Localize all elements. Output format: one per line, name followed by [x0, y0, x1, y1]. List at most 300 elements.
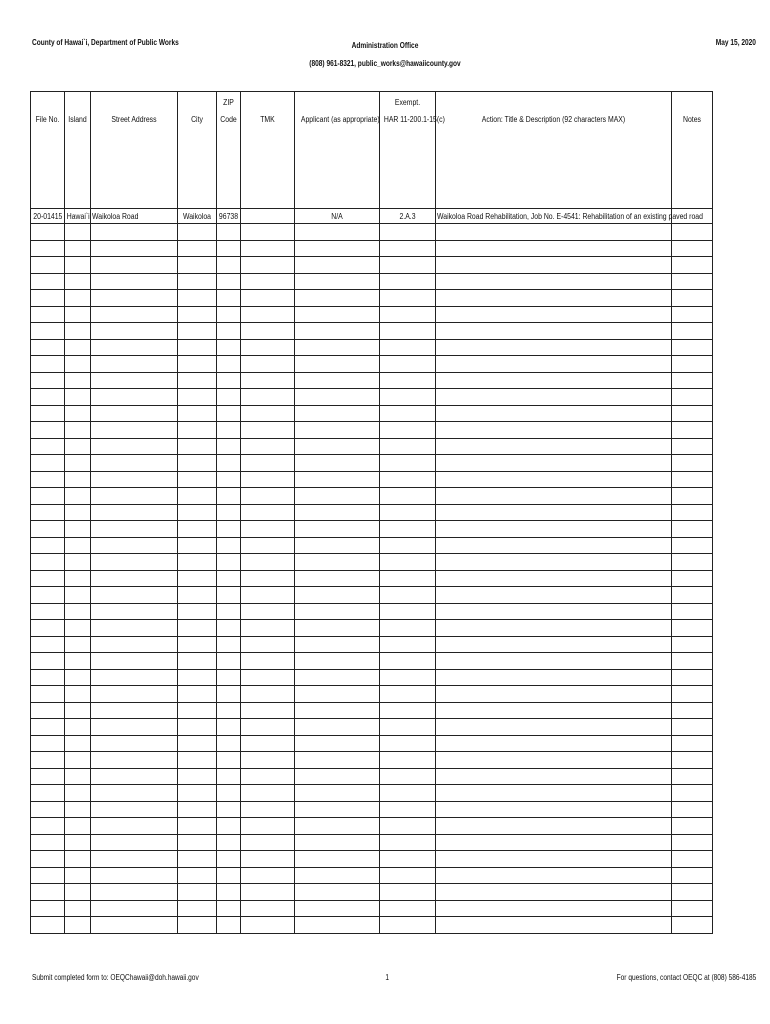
empty-cell — [31, 570, 65, 587]
empty-cell — [672, 653, 713, 670]
empty-cell — [295, 405, 380, 422]
empty-cell — [65, 719, 91, 736]
empty-cell — [31, 339, 65, 356]
empty-cell — [380, 686, 436, 703]
empty-cell — [217, 785, 241, 802]
empty-cell — [217, 273, 241, 290]
empty-cell — [31, 735, 65, 752]
empty-cell — [178, 537, 217, 554]
empty-cell — [91, 290, 178, 307]
empty-row — [31, 290, 713, 307]
empty-cell — [31, 356, 65, 373]
empty-cell — [295, 257, 380, 274]
empty-cell — [380, 488, 436, 505]
empty-row — [31, 818, 713, 835]
empty-cell — [178, 851, 217, 868]
empty-row — [31, 834, 713, 851]
empty-cell — [178, 884, 217, 901]
empty-cell — [65, 752, 91, 769]
empty-cell — [672, 240, 713, 257]
empty-cell — [91, 455, 178, 472]
empty-cell — [436, 686, 672, 703]
empty-cell — [241, 339, 295, 356]
empty-cell — [380, 455, 436, 472]
empty-cell — [295, 224, 380, 241]
empty-cell — [672, 372, 713, 389]
empty-row — [31, 422, 713, 439]
empty-row — [31, 356, 713, 373]
cell-action: Waikoloa Road Rehabilitation, Job No. E-4541: Rehabilitation of an existing paved road — [436, 209, 672, 224]
empty-row — [31, 752, 713, 769]
empty-cell — [91, 587, 178, 604]
empty-cell — [31, 389, 65, 406]
empty-cell — [91, 372, 178, 389]
empty-cell — [31, 438, 65, 455]
empty-cell — [672, 224, 713, 241]
empty-cell — [380, 273, 436, 290]
report-date: May 15, 2020 — [715, 38, 756, 47]
empty-row — [31, 801, 713, 818]
empty-cell — [217, 405, 241, 422]
empty-cell — [31, 455, 65, 472]
empty-cell — [91, 818, 178, 835]
empty-cell — [91, 917, 178, 934]
empty-cell — [436, 570, 672, 587]
empty-row — [31, 389, 713, 406]
empty-cell — [241, 900, 295, 917]
empty-cell — [672, 884, 713, 901]
empty-cell — [295, 653, 380, 670]
empty-cell — [380, 240, 436, 257]
empty-cell — [672, 801, 713, 818]
empty-cell — [91, 686, 178, 703]
empty-cell — [91, 620, 178, 637]
empty-cell — [436, 834, 672, 851]
empty-row — [31, 455, 713, 472]
empty-cell — [31, 636, 65, 653]
empty-cell — [295, 438, 380, 455]
empty-cell — [65, 455, 91, 472]
empty-cell — [295, 273, 380, 290]
cell-file-no: 20-01415 — [31, 209, 65, 224]
empty-cell — [91, 537, 178, 554]
empty-cell — [295, 422, 380, 439]
empty-cell — [31, 702, 65, 719]
empty-cell — [436, 785, 672, 802]
empty-cell — [672, 702, 713, 719]
empty-cell — [217, 257, 241, 274]
empty-cell — [241, 768, 295, 785]
empty-cell — [241, 257, 295, 274]
empty-cell — [295, 306, 380, 323]
empty-cell — [31, 818, 65, 835]
empty-cell — [241, 636, 295, 653]
empty-cell — [31, 240, 65, 257]
empty-cell — [91, 339, 178, 356]
empty-cell — [436, 818, 672, 835]
empty-cell — [31, 851, 65, 868]
empty-cell — [436, 290, 672, 307]
empty-row — [31, 488, 713, 505]
empty-cell — [295, 719, 380, 736]
empty-cell — [217, 389, 241, 406]
empty-cell — [31, 504, 65, 521]
empty-cell — [672, 554, 713, 571]
empty-cell — [178, 471, 217, 488]
empty-cell — [295, 917, 380, 934]
empty-cell — [31, 686, 65, 703]
empty-cell — [91, 356, 178, 373]
empty-cell — [380, 801, 436, 818]
empty-cell — [672, 438, 713, 455]
empty-cell — [217, 900, 241, 917]
empty-row — [31, 735, 713, 752]
empty-cell — [672, 405, 713, 422]
cell-zip: 96738 — [217, 209, 241, 224]
empty-cell — [380, 290, 436, 307]
empty-cell — [295, 900, 380, 917]
empty-cell — [295, 290, 380, 307]
empty-cell — [241, 570, 295, 587]
empty-cell — [295, 504, 380, 521]
empty-cell — [436, 224, 672, 241]
empty-row — [31, 587, 713, 604]
empty-cell — [436, 471, 672, 488]
empty-cell — [672, 620, 713, 637]
empty-cell — [380, 636, 436, 653]
empty-row — [31, 768, 713, 785]
empty-cell — [31, 372, 65, 389]
table-row — [31, 209, 713, 224]
empty-cell — [91, 801, 178, 818]
empty-cell — [672, 521, 713, 538]
header-row — [31, 92, 713, 209]
empty-cell — [295, 801, 380, 818]
empty-row — [31, 603, 713, 620]
empty-cell — [380, 669, 436, 686]
empty-cell — [91, 719, 178, 736]
empty-cell — [91, 257, 178, 274]
empty-cell — [178, 570, 217, 587]
empty-cell — [436, 653, 672, 670]
empty-cell — [295, 587, 380, 604]
empty-cell — [31, 554, 65, 571]
empty-cell — [295, 768, 380, 785]
empty-cell — [295, 834, 380, 851]
empty-cell — [178, 669, 217, 686]
empty-cell — [217, 240, 241, 257]
empty-cell — [295, 636, 380, 653]
exemption-log-table — [30, 91, 713, 934]
empty-cell — [672, 603, 713, 620]
empty-cell — [65, 240, 91, 257]
empty-cell — [178, 521, 217, 538]
empty-cell — [436, 620, 672, 637]
empty-cell — [672, 587, 713, 604]
empty-cell — [178, 735, 217, 752]
col-exemption: Exempt. HAR 11-200.1-15(c) — [380, 92, 436, 209]
empty-cell — [31, 834, 65, 851]
empty-cell — [380, 818, 436, 835]
empty-cell — [380, 224, 436, 241]
empty-cell — [380, 471, 436, 488]
empty-cell — [380, 323, 436, 340]
empty-row — [31, 537, 713, 554]
empty-cell — [380, 702, 436, 719]
empty-row — [31, 719, 713, 736]
empty-cell — [65, 273, 91, 290]
empty-cell — [178, 372, 217, 389]
cell-exemption: 2.A.3 — [380, 209, 436, 224]
empty-cell — [31, 224, 65, 241]
empty-cell — [217, 323, 241, 340]
empty-cell — [380, 752, 436, 769]
empty-cell — [295, 818, 380, 835]
col-street-address: Street Address — [91, 92, 178, 209]
cell-island: Hawai`i — [65, 209, 91, 224]
empty-row — [31, 636, 713, 653]
empty-cell — [241, 653, 295, 670]
col-notes: Notes — [672, 92, 713, 209]
empty-cell — [217, 917, 241, 934]
agency-name: County of Hawai`i, Department of Public Works — [32, 38, 179, 47]
empty-cell — [436, 488, 672, 505]
empty-cell — [65, 768, 91, 785]
empty-cell — [91, 438, 178, 455]
empty-cell — [217, 801, 241, 818]
empty-cell — [672, 257, 713, 274]
empty-cell — [436, 323, 672, 340]
empty-cell — [217, 834, 241, 851]
empty-cell — [65, 785, 91, 802]
empty-cell — [380, 257, 436, 274]
empty-cell — [65, 653, 91, 670]
empty-row — [31, 867, 713, 884]
empty-cell — [217, 570, 241, 587]
empty-cell — [217, 290, 241, 307]
empty-cell — [436, 554, 672, 571]
empty-cell — [65, 686, 91, 703]
empty-cell — [436, 603, 672, 620]
empty-cell — [672, 834, 713, 851]
empty-cell — [217, 653, 241, 670]
empty-cell — [241, 801, 295, 818]
empty-cell — [178, 818, 217, 835]
empty-cell — [178, 752, 217, 769]
empty-cell — [380, 603, 436, 620]
empty-cell — [178, 389, 217, 406]
empty-cell — [295, 851, 380, 868]
empty-cell — [295, 537, 380, 554]
empty-cell — [31, 587, 65, 604]
empty-cell — [217, 669, 241, 686]
empty-cell — [295, 570, 380, 587]
empty-cell — [217, 620, 241, 637]
empty-cell — [91, 735, 178, 752]
empty-cell — [241, 785, 295, 802]
empty-cell — [31, 917, 65, 934]
empty-cell — [91, 521, 178, 538]
empty-cell — [31, 521, 65, 538]
empty-cell — [31, 785, 65, 802]
empty-cell — [217, 636, 241, 653]
empty-cell — [295, 669, 380, 686]
cell-city: Waikoloa — [178, 209, 217, 224]
empty-cell — [380, 851, 436, 868]
empty-cell — [178, 785, 217, 802]
empty-cell — [295, 488, 380, 505]
empty-cell — [65, 587, 91, 604]
empty-cell — [65, 504, 91, 521]
empty-cell — [178, 867, 217, 884]
empty-cell — [436, 504, 672, 521]
empty-cell — [241, 603, 295, 620]
empty-cell — [436, 537, 672, 554]
empty-cell — [65, 389, 91, 406]
empty-cell — [65, 521, 91, 538]
empty-cell — [65, 257, 91, 274]
empty-cell — [380, 719, 436, 736]
empty-cell — [178, 587, 217, 604]
empty-cell — [295, 884, 380, 901]
empty-cell — [217, 768, 241, 785]
empty-cell — [31, 273, 65, 290]
empty-cell — [436, 306, 672, 323]
empty-cell — [65, 537, 91, 554]
empty-cell — [241, 686, 295, 703]
col-applicant: Applicant (as appropriate) — [295, 92, 380, 209]
empty-cell — [178, 702, 217, 719]
empty-cell — [436, 257, 672, 274]
empty-cell — [436, 719, 672, 736]
empty-cell — [672, 900, 713, 917]
empty-row — [31, 372, 713, 389]
empty-cell — [217, 603, 241, 620]
empty-cell — [91, 488, 178, 505]
empty-cell — [380, 587, 436, 604]
empty-cell — [672, 488, 713, 505]
empty-cell — [241, 273, 295, 290]
empty-cell — [241, 851, 295, 868]
empty-cell — [241, 587, 295, 604]
empty-cell — [178, 653, 217, 670]
empty-cell — [672, 306, 713, 323]
empty-cell — [241, 389, 295, 406]
empty-cell — [217, 752, 241, 769]
empty-cell — [91, 554, 178, 571]
empty-cell — [91, 240, 178, 257]
empty-cell — [436, 422, 672, 439]
empty-cell — [672, 735, 713, 752]
empty-row — [31, 851, 713, 868]
office-name: Administration Office — [351, 41, 419, 50]
empty-cell — [380, 570, 436, 587]
empty-cell — [436, 900, 672, 917]
empty-cell — [31, 653, 65, 670]
empty-cell — [241, 306, 295, 323]
empty-cell — [380, 785, 436, 802]
empty-cell — [436, 587, 672, 604]
empty-cell — [380, 884, 436, 901]
empty-cell — [65, 224, 91, 241]
empty-cell — [672, 818, 713, 835]
empty-cell — [241, 521, 295, 538]
office-block — [69, 37, 700, 73]
empty-cell — [178, 834, 217, 851]
empty-cell — [65, 917, 91, 934]
empty-cell — [672, 537, 713, 554]
empty-cell — [65, 884, 91, 901]
empty-row — [31, 686, 713, 703]
office-contact: (808) 961-8321, public_works@hawaiicounty.gov — [309, 59, 461, 68]
empty-cell — [65, 405, 91, 422]
empty-cell — [65, 323, 91, 340]
empty-cell — [217, 554, 241, 571]
empty-cell — [380, 917, 436, 934]
empty-cell — [295, 686, 380, 703]
empty-row — [31, 306, 713, 323]
empty-cell — [241, 537, 295, 554]
empty-cell — [91, 702, 178, 719]
empty-cell — [295, 471, 380, 488]
empty-cell — [295, 867, 380, 884]
empty-cell — [65, 290, 91, 307]
empty-cell — [217, 372, 241, 389]
empty-cell — [91, 669, 178, 686]
empty-cell — [436, 768, 672, 785]
empty-cell — [91, 653, 178, 670]
empty-cell — [672, 504, 713, 521]
empty-cell — [65, 570, 91, 587]
empty-row — [31, 273, 713, 290]
empty-cell — [217, 471, 241, 488]
empty-cell — [436, 389, 672, 406]
empty-cell — [217, 488, 241, 505]
empty-cell — [178, 323, 217, 340]
empty-cell — [178, 290, 217, 307]
empty-cell — [31, 884, 65, 901]
empty-cell — [380, 372, 436, 389]
empty-cell — [217, 306, 241, 323]
empty-cell — [241, 834, 295, 851]
empty-cell — [178, 620, 217, 637]
empty-cell — [672, 339, 713, 356]
empty-cell — [178, 306, 217, 323]
empty-cell — [241, 356, 295, 373]
empty-cell — [217, 686, 241, 703]
empty-cell — [91, 224, 178, 241]
submit-instructions: Submit completed form to: OEQChawaii@doh.hawaii.gov — [32, 973, 199, 982]
empty-cell — [178, 636, 217, 653]
empty-cell — [241, 719, 295, 736]
empty-cell — [178, 488, 217, 505]
empty-cell — [241, 917, 295, 934]
empty-cell — [380, 554, 436, 571]
col-island: Island — [65, 92, 91, 209]
empty-cell — [672, 719, 713, 736]
empty-cell — [436, 752, 672, 769]
empty-cell — [380, 405, 436, 422]
empty-cell — [178, 240, 217, 257]
empty-cell — [217, 702, 241, 719]
empty-cell — [91, 273, 178, 290]
empty-cell — [241, 438, 295, 455]
empty-cell — [241, 471, 295, 488]
col-tmk: TMK — [241, 92, 295, 209]
col-city: City — [178, 92, 217, 209]
empty-cell — [241, 884, 295, 901]
empty-row — [31, 884, 713, 901]
